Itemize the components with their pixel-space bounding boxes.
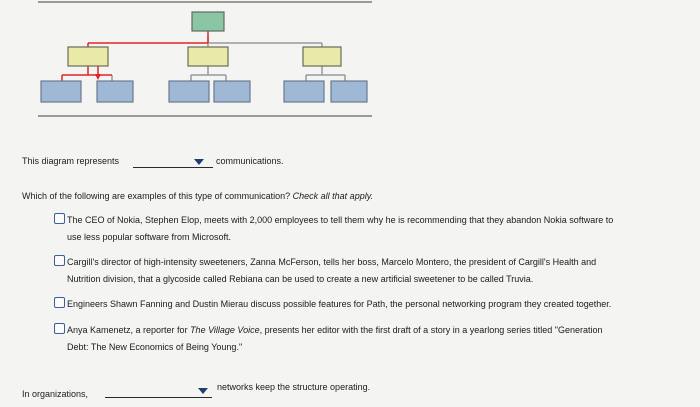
- q3-dropdown-field[interactable]: [105, 385, 212, 398]
- checkbox-option-3[interactable]: [54, 297, 65, 308]
- top-box: [192, 12, 224, 31]
- q3-suffix: networks keep the structure operating.: [217, 382, 371, 392]
- arrow-down-icon: [95, 74, 101, 80]
- bottom-box-5: [284, 81, 324, 102]
- option-4[interactable]: [54, 322, 674, 358]
- q1-prefix: This diagram represents: [22, 156, 120, 166]
- q2-instruction: Check all that apply.: [292, 191, 374, 201]
- option-2-line2: Nutrition division, that a glycoside called Rebiana can be used to create a new artificial sweetener to be called Truvia.: [67, 274, 534, 284]
- bottom-box-3: [169, 81, 209, 102]
- org-chart-diagram: [0, 0, 700, 125]
- option-4-publication: The Village Voice: [190, 325, 260, 335]
- option-4-line1-post: , presents her editor with the first draft of a story in a yearlong series titled "Generation: [259, 325, 603, 335]
- option-3[interactable]: [54, 296, 674, 314]
- option-1-line1: The CEO of Nokia, Stephen Elop, meets with 2,000 employees to tell them why he is recommending that they abandon Nokia software to: [67, 215, 614, 225]
- middle-box-right: [303, 47, 341, 66]
- bottom-box-1: [41, 81, 81, 102]
- bottom-box-4: [214, 81, 250, 102]
- q2-prompt: [22, 190, 373, 203]
- chevron-down-icon[interactable]: [198, 388, 208, 394]
- option-1-text: [67, 212, 667, 246]
- q1-suffix: communications.: [216, 156, 284, 166]
- checkbox-option-4[interactable]: [54, 323, 65, 334]
- option-2[interactable]: [54, 254, 674, 290]
- bottom-box-2: [97, 81, 133, 102]
- chevron-down-icon[interactable]: [194, 159, 204, 165]
- option-4-text: [67, 322, 667, 356]
- option-1-line2: use less popular software from Microsoft.: [67, 232, 232, 242]
- q2-prompt-text: Which of the following are examples of this type of communication?: [22, 191, 291, 201]
- option-4-line2: Debt: The New Economics of Being Young.": [67, 342, 243, 352]
- option-2-line1: Cargill's director of high-intensity sweeteners, Zanna McFerson, tells her boss, Marcelo Montero, the president of Cargill's Health and: [67, 257, 597, 267]
- checkbox-option-2[interactable]: [54, 255, 65, 266]
- bottom-box-6: [331, 81, 367, 102]
- option-1[interactable]: [54, 212, 674, 248]
- option-3-text: [67, 296, 667, 313]
- middle-box-center: [188, 47, 228, 66]
- option-3-line1: Engineers Shawn Fanning and Dustin Mierau discuss possible features for Path, the personal networking program they created together.: [67, 299, 612, 309]
- middle-box-left: [68, 47, 108, 66]
- checkbox-option-1[interactable]: [54, 213, 65, 224]
- option-2-text: [67, 254, 667, 288]
- q3-prefix: In organizations,: [22, 389, 89, 399]
- option-4-line1-pre: Anya Kamenetz, a reporter for: [67, 325, 191, 335]
